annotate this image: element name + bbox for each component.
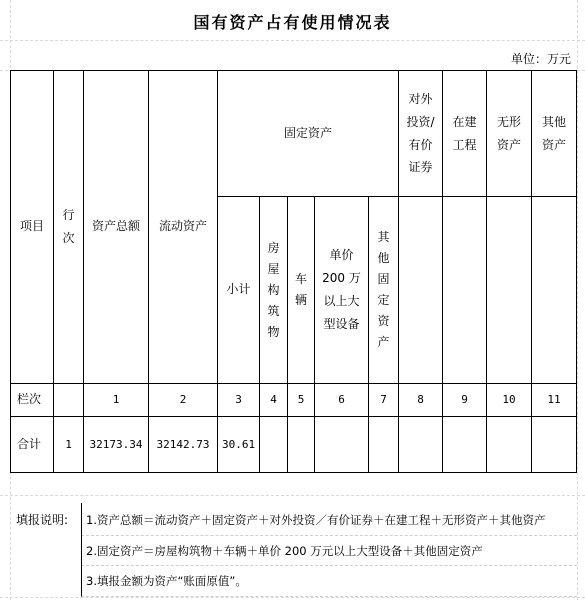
header-other-assets-line: 资产 <box>541 137 566 152</box>
header-investment-line: 投资/ <box>406 114 435 129</box>
header-buildings-char: 房 <box>267 240 280 255</box>
column-number-cell: 8 <box>398 383 443 417</box>
column-number-cell: 6 <box>314 383 369 417</box>
total-row-no: 1 <box>53 416 84 473</box>
grid-line <box>577 0 578 600</box>
column-number-cell: 1 <box>83 383 149 417</box>
header-other-assets <box>531 70 577 197</box>
header-fixed-assets <box>217 70 399 197</box>
header-fixed-assets-label: 固定资产 <box>283 125 332 140</box>
header-construction <box>442 70 487 197</box>
header-investment <box>398 70 443 197</box>
header-large-equipment <box>314 196 369 384</box>
page-title: 国有资产占有使用情况表 <box>193 13 392 32</box>
header-other-fixed-char: 资 <box>377 314 390 328</box>
buildings-value[interactable] <box>259 416 288 473</box>
grid-line <box>0 495 585 496</box>
header-other-assets-line: 其他 <box>541 114 566 129</box>
unit-label: 单位：万元 <box>510 52 571 66</box>
note-item: 3.填报金额为资产“账面原值”。 <box>86 574 247 588</box>
column-number-cell: 2 <box>148 383 218 417</box>
header-buildings-char: 屋 <box>267 261 280 276</box>
other-fixed-value[interactable] <box>368 416 399 473</box>
total-row-label-text: 合计 <box>17 436 42 451</box>
header-other-fixed-char: 定 <box>377 293 390 307</box>
header-other-fixed-char: 他 <box>377 251 390 265</box>
header-current-assets <box>148 70 218 384</box>
vehicles-value[interactable] <box>287 416 315 473</box>
other-assets-value[interactable] <box>531 416 577 473</box>
header-investment-line: 证券 <box>408 160 433 175</box>
notes-label: 填报说明: <box>16 513 69 527</box>
column-number-cell: 3 <box>217 383 260 417</box>
column-number-cell: 4 <box>259 383 288 417</box>
header-subtotal-label: 小计 <box>226 282 251 297</box>
header-investment-line: 有价 <box>408 137 433 152</box>
column-number-label-text: 栏次 <box>17 392 42 407</box>
grid-line <box>0 40 585 41</box>
column-number-cell: 7 <box>368 383 399 417</box>
subtotal-value[interactable]: 30.61 <box>217 416 260 473</box>
column-number-label <box>10 383 54 417</box>
header-row-no <box>53 70 84 384</box>
header-total-assets <box>83 70 149 384</box>
header-buildings-char: 构 <box>267 282 280 297</box>
header-item <box>10 70 54 384</box>
header-investment-lower <box>398 196 443 384</box>
note-item: 1.资产总额＝流动资产＋固定资产＋对外投资／有价证券＋在建工程＋无形资产＋其他资产 <box>86 513 546 527</box>
grid-line <box>0 597 585 598</box>
header-subtotal <box>217 196 260 384</box>
current-assets-value[interactable]: 32142.73 <box>148 416 218 473</box>
header-vehicles-char: 车 <box>294 272 307 286</box>
header-other-assets-lower <box>531 196 577 384</box>
header-item-label: 项目 <box>19 219 44 234</box>
header-current-assets-label: 流动资产 <box>158 219 207 234</box>
header-large-equipment-line: 以上大 <box>323 294 360 308</box>
column-number-cell <box>53 383 84 417</box>
intangible-value[interactable] <box>486 416 532 473</box>
header-investment-line: 对外 <box>408 91 433 106</box>
construction-value[interactable] <box>442 416 487 473</box>
header-large-equipment-line: 型设备 <box>323 316 360 331</box>
header-row-no-label: 行次 <box>62 208 75 245</box>
header-construction-line: 工程 <box>452 137 477 152</box>
column-number-cell: 10 <box>486 383 532 417</box>
header-intangible-lower <box>486 196 532 384</box>
header-buildings <box>259 196 288 384</box>
column-number-cell: 11 <box>531 383 577 417</box>
header-intangible <box>486 70 532 197</box>
header-intangible-line: 无形 <box>496 114 521 129</box>
note-item: 2.固定资产＝房屋构筑物＋车辆＋单价 200 万元以上大型设备＋其他固定资产 <box>86 544 483 558</box>
header-vehicles-char: 辆 <box>294 293 307 307</box>
total-row-label <box>10 416 54 473</box>
header-other-fixed-char: 固 <box>377 272 390 286</box>
header-intangible-line: 资产 <box>496 137 521 152</box>
header-construction-line: 在建 <box>452 114 477 129</box>
header-other-fixed-char: 其 <box>377 230 390 244</box>
header-buildings-char: 筑 <box>267 303 280 318</box>
header-large-equipment-line: 200 万 <box>322 271 361 286</box>
header-large-equipment-line: 单价 <box>329 248 354 263</box>
header-total-assets-label: 资产总额 <box>91 219 140 234</box>
header-buildings-char: 物 <box>267 324 280 339</box>
header-other-fixed-char: 产 <box>377 335 390 349</box>
total-assets-value[interactable]: 32173.34 <box>83 416 149 473</box>
column-number-cell: 9 <box>442 383 487 417</box>
column-number-cell: 5 <box>287 383 315 417</box>
header-other-fixed <box>368 196 399 384</box>
investment-value[interactable] <box>398 416 443 473</box>
header-vehicles <box>287 196 315 384</box>
large-equipment-value[interactable] <box>314 416 369 473</box>
header-construction-lower <box>442 196 487 384</box>
